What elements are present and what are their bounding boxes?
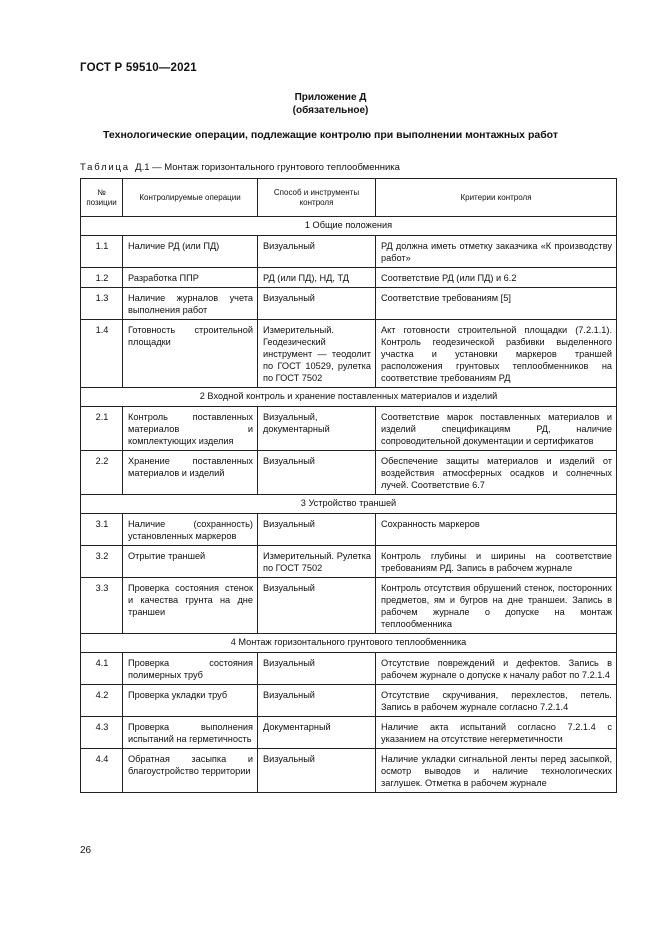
appendix-heading: Технологические операции, подлежащие контролю при выполнении монтажных работ <box>103 129 558 141</box>
row-operation: Хранение поставленных материалов и изделий <box>123 451 258 495</box>
row-criteria: Соответствие требованиям [5] <box>376 288 617 320</box>
row-operation: Контроль поставленных материалов и комплектующих изделия <box>123 407 258 451</box>
row-method: Измерительный. Рулетка по ГОСТ 7502 <box>258 546 376 578</box>
row-operation: Разработка ППР <box>123 268 258 288</box>
table-row <box>81 749 617 793</box>
row-criteria: Сохранность маркеров <box>376 514 617 546</box>
table-row <box>81 407 617 451</box>
table-row <box>81 578 617 634</box>
row-criteria: Обеспечение защиты материалов и изделий от воздействия атмосферных осадков и солнечных лучей. Соответствие 6.7 <box>376 451 617 495</box>
row-criteria: Наличие акта испытаний согласно 7.2.1.4 с указанием на отсутствие негерметичности <box>376 717 617 749</box>
row-number: 2.1 <box>81 407 123 451</box>
appendix-title: Приложение Д <box>294 92 367 103</box>
row-method: Визуальный <box>258 749 376 793</box>
row-number: 1.3 <box>81 288 123 320</box>
row-number: 1.2 <box>81 268 123 288</box>
row-number: 4.2 <box>81 685 123 717</box>
row-number: 4.1 <box>81 653 123 685</box>
table-row <box>81 546 617 578</box>
section-title: 2 Входной контроль и хранение поставленных материалов и изделий <box>81 388 617 407</box>
table-header-row <box>81 179 617 217</box>
row-criteria: Отсутствие скручивания, перехлестов, петель. Запись в рабочем журнале согласно 7.2.1.4 <box>376 685 617 717</box>
section-row <box>81 217 617 236</box>
row-criteria: Наличие укладки сигнальной ленты перед засыпкой, осмотр выводов и наличие технологических заглушек. Отметка в рабочем журнале <box>376 749 617 793</box>
section-row <box>81 388 617 407</box>
row-operation: Наличие (сохранность) установленных маркеров <box>123 514 258 546</box>
row-method: Визуальный <box>258 653 376 685</box>
row-method: РД (или ПД), НД, ТД <box>258 268 376 288</box>
column-header-criteria: Критерии контроля <box>376 179 617 217</box>
row-number: 3.2 <box>81 546 123 578</box>
row-method: Визуальный <box>258 288 376 320</box>
section-title: 3 Устройство траншей <box>81 495 617 514</box>
row-criteria: РД должна иметь отметку заказчика «К производству работ» <box>376 236 617 268</box>
standard-code: ГОСТ Р 59510—2021 <box>80 62 197 74</box>
row-number: 4.3 <box>81 717 123 749</box>
row-criteria: Отсутствие повреждений и дефектов. Запись в рабочем журнале о допуске к началу работ по 7.2.1.4 <box>376 653 617 685</box>
row-operation: Проверка укладки труб <box>123 685 258 717</box>
table-caption <box>80 162 400 173</box>
row-operation: Готовность строительной площадки <box>123 320 258 388</box>
table-row <box>81 514 617 546</box>
row-number: 3.1 <box>81 514 123 546</box>
row-criteria: Соответствие марок поставленных материалов и изделий спецификациям РД, наличие сопроводительной документации и сертификатов <box>376 407 617 451</box>
row-criteria: Контроль отсутствия обрушений стенок, посторонних предметов, ям и бугров на дне траншеи. Запись в рабочем журнале о допуске на монтаж теплообменника <box>376 578 617 634</box>
row-operation: Проверка выполнения испытаний на герметичность <box>123 717 258 749</box>
table-row <box>81 268 617 288</box>
row-criteria: Контроль глубины и ширины на соответствие требованиям РД. Запись в рабочем журнале <box>376 546 617 578</box>
row-number: 1.4 <box>81 320 123 388</box>
row-number: 2.2 <box>81 451 123 495</box>
row-number: 3.3 <box>81 578 123 634</box>
row-method: Визуальный <box>258 685 376 717</box>
row-method: Документарный <box>258 717 376 749</box>
row-number: 4.4 <box>81 749 123 793</box>
row-criteria: Соответствие РД (или ПД) и 6.2 <box>376 268 617 288</box>
section-row <box>81 495 617 514</box>
row-number: 1.1 <box>81 236 123 268</box>
row-operation: Проверка состояния полимерных труб <box>123 653 258 685</box>
table-row <box>81 320 617 388</box>
row-operation: Наличие журналов учета выполнения работ <box>123 288 258 320</box>
control-table <box>80 178 617 793</box>
row-operation: Обратная засыпка и благоустройство территории <box>123 749 258 793</box>
section-row <box>81 634 617 653</box>
row-method: Визуальный <box>258 451 376 495</box>
caption-label: Таблица <box>80 162 130 173</box>
row-method: Визуальный <box>258 578 376 634</box>
table-row <box>81 236 617 268</box>
row-method: Измерительный. Геодезический инструмент — теодолит по ГОСТ 10529, рулетка по ГОСТ 7502 <box>258 320 376 388</box>
table-row <box>81 685 617 717</box>
row-criteria: Акт готовности строительной площадки (7.2.1.1). Контроль геодезической разбивки выделенного участка и установки маркеров траншей расположения грунтовых теплообменников на соответствие требованиям РД <box>376 320 617 388</box>
table-row <box>81 717 617 749</box>
row-method: Визуальный <box>258 514 376 546</box>
caption-text: Д.1 — Монтаж горизонтального грунтового теплообменника <box>135 162 400 173</box>
page-number: 26 <box>80 845 92 856</box>
row-operation: Отрытие траншей <box>123 546 258 578</box>
column-header-number: № позиции <box>81 179 123 217</box>
section-title: 1 Общие положения <box>81 217 617 236</box>
appendix-status: (обязательное) <box>292 105 369 116</box>
table-row <box>81 451 617 495</box>
table-row <box>81 288 617 320</box>
row-method: Визуальный, документарный <box>258 407 376 451</box>
row-method: Визуальный <box>258 236 376 268</box>
column-header-operation: Контролируемые операции <box>123 179 258 217</box>
column-header-method: Способ и инструменты контроля <box>258 179 376 217</box>
row-operation: Наличие РД (или ПД) <box>123 236 258 268</box>
table-row <box>81 653 617 685</box>
table-body <box>81 217 617 793</box>
row-operation: Проверка состояния стенок и качества грунта на дне траншеи <box>123 578 258 634</box>
section-title: 4 Монтаж горизонтального грунтового теплообменника <box>81 634 617 653</box>
